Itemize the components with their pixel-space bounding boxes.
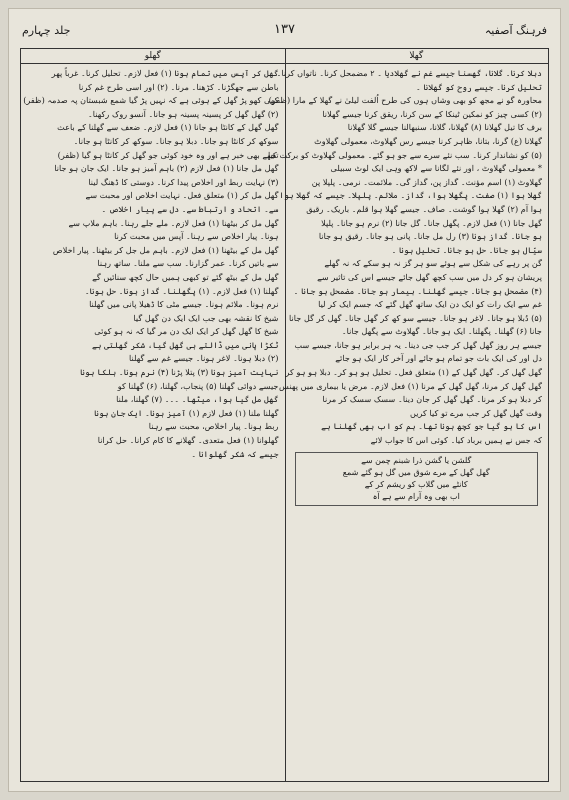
verse-line: اب بھی وہ آرام سے ہے آہ — [372, 491, 460, 501]
verse-box — [295, 452, 539, 506]
left-column-heading: گھلو — [21, 49, 285, 64]
text-line: غم سے ایک رات کو ایک دن ایک ساتھ گھل گئے کہ جسم ایک کر لیا — [318, 299, 542, 310]
text-line: گھلنا (۱) فعل لازم۔ (۱) پگھلنا۔ گداز ہونا۔ حل ہونا۔ — [84, 285, 279, 296]
page-header — [22, 22, 547, 44]
text-line: گھل گھل کر۔ گھل گھل کے (۱) متعلق فعل۔ تحلیل ہو ہو کر۔ دبلا ہو ہو کر — [285, 367, 542, 378]
text-line: ہو جانا۔ گداز ہونا (۳) رل مل جانا۔ پانی ہو جانا۔ رقیق ہو جانا — [318, 231, 542, 242]
text-line: گھل مل کر (۱) متعلق فعل۔ نہایت اخلاص اور محبت سے — [85, 190, 279, 201]
text-line: باطن سے جھگڑنا۔ کڑھنا۔ مرنا۔ (۲) اور اسی طرح غم کرنا — [78, 81, 279, 92]
text-line: جیسے ہر روز گھل گھل کر جب جی دینا۔ یہ ہر برابر ہو جانا، جیسے سب — [294, 339, 542, 350]
text-line: دل اور کی ایک بات جو تمام ہو جائے اور آخر کار ایک ہو جائے — [335, 353, 542, 364]
text-line: کہ جس نے ہمیں برباد کیا۔ کوئی اس کا جواب لائے — [370, 435, 542, 446]
text-line: (۵) دُبلا ہو جانا۔ لاغر ہو جانا۔ جیسے سو کھ کر گھل جانا۔ گھل کر گل جانا — [289, 312, 542, 323]
text-line: گھلاوٹ (۱) اسم مؤنث۔ گداز پن، گداز گی۔ ملائمت۔ نرمی۔ پلپلا پن — [311, 176, 542, 187]
text-line: ٹکڑا پانی میں ڈالتے ہی گھل گیا، شکر گھلتی ہے — [91, 339, 279, 350]
text-line: سیّال ہو جانا۔ حل ہو جانا۔ تحلیل ہونا ۔ — [391, 244, 542, 255]
text-line: گھلوانا (۱) فعل متعدی۔ گھلانے کا کام کرانا۔ حل کرانا — [97, 435, 279, 446]
text-line: (۲) کسی چیز کو نمکین ٹینکا کے سن کرنا، ریقق کرنا جیسے گھلانا — [322, 108, 542, 119]
text-line: سے باتیں کرنا۔ عمر گزارنا۔ سب سے ملنا۔ ساتھ رہنا — [97, 258, 279, 269]
verse-line: کانٹے میں گلاب کو ریشم کر کے — [364, 479, 468, 489]
book-title: فرہنگ آصفیہ — [484, 24, 547, 37]
text-line: نہایت آمیز ہونا (۳) پتلا پڑنا (۴) نرم ہونا۔ ہلکا ہونا — [80, 367, 279, 378]
text-line: شیخ کا نقشہ بھی جب ایک ایک دن گھل گیا — [133, 312, 279, 323]
text-line: گھل مل کر بیٹھنا (۱) فعل لازم۔ ملے جلے رہنا۔ باہم ملاپ سے — [68, 217, 279, 228]
text-line: نرم ہونا۔ ملائم ہونا۔ جیسے مٹی کا ڈھیلا پانی میں گھلنا — [89, 299, 279, 310]
left-column — [21, 65, 285, 777]
text-line: اس کا ہو گیا جو کچھ ہونا تھا۔ ہم کو اب بھی گھلنا ہے — [321, 421, 542, 432]
text-line: دبلا کرنا۔ گلانا، گھسنا جیسے غم نے گھلادیا ۔ ۲ مضمحل کرنا۔ ناتواں کرنا۔ — [276, 68, 542, 78]
text-line: (۲) گھل گھل کر پسینہ پسینہ ہو جانا۔ آنسو روک رکھنا۔ — [88, 108, 279, 119]
text-line: گھل جانا (۱) فعل لازم۔ پگھل جانا۔ گل جانا (۲) نرم ہو جانا۔ پلپلا — [321, 217, 542, 228]
text-line: گھل مل کے بیٹھ گئے تو کبھی ہمیں حال کچھ سنائیں گے — [92, 271, 279, 282]
text-line: سوکھ کر کانٹا ہو جانا۔ دبلا ہو جانا۔ سوکھ کر کانٹا ہو جانا۔ — [73, 135, 279, 146]
text-line: پریشان ہو کر دل میں سب کچھ گھل جائے جیسے اس کی تاثیر سے — [317, 271, 542, 282]
text-line: گھل مل جانا (۱) فعل لازم (۲) باہم آمیز ہو جانا۔ ایک جان ہو جانا — [54, 163, 279, 174]
text-line: کھی کھو پڑ گھل کے ہوئی ہے کہ نہیں پڑ گیا شمع شبستان پہ صدمہ (ظفر) — [23, 95, 279, 106]
text-frame — [20, 48, 549, 782]
text-line: تجھے بھی خبر ہے اور وہ خود کوئی جو گھل کر کانٹا ہو گیا (ظفر) — [57, 149, 279, 160]
text-line: (۳) نہایت ربط اور اخلاص پیدا کرنا۔ دوستی کا ڈھنگ لینا — [88, 176, 279, 187]
text-line: گھل مل گیا ہوا، میٹھا۔ ۔۔۔ (۷) گھلنا، ملنا — [116, 394, 279, 405]
right-column — [263, 65, 549, 777]
verse-line: گھل گھل کے مرے شوق میں گل ہو گئے شمع — [342, 467, 490, 477]
text-line: شیخ کا گھل گھل کر ایک ایک دن مر گیا کہ نہ ہو کوئی — [94, 326, 279, 337]
right-column-heading: گھلا — [285, 49, 549, 64]
text-line: گھلنا ملنا (۱) فعل لازم (۱) آمیز ہونا۔ ایک جان ہونا — [94, 407, 279, 418]
verse-line: گلشن یا گشن ذرا شبنم چمن سے — [361, 455, 472, 465]
text-line: تحلیل کرنا۔ جیسے روح کو گھلانا ۔ — [416, 81, 542, 92]
text-line: کر دبلا ہو کر مرنا۔ گھل گھل کر جان دینا۔ سسک سسک کر مرنا — [322, 394, 542, 405]
text-line: (۴) مضمحل ہو جانا۔ جیسے گھلنا۔ بیمار ہو جانا۔ مضمحل ہو جانا ۔ — [293, 285, 542, 296]
text-line: برف کا تیل گھلانا (۸) گھلانا، گلانا، سنبھالنا جیسے گلا گھلانا — [347, 122, 542, 133]
text-line: گھل گھل کر مرنا، گھل گھل کے مرنا (۱) فعل لازم۔ مرض یا بیماری میں پھنس — [279, 380, 542, 391]
text-line: ہونا۔ پیار اخلاص سے رہنا۔ آپس میں محبت کرنا — [114, 231, 279, 242]
text-line: گن پر رہے کی شکل سے ہوئے سو ہر گز نہ ہو سکے کہ نہ گھلے — [324, 258, 542, 269]
text-line: جانا (۶) گھلنا۔ پگھلنا۔ ایک ہو جانا۔ گھلاوٹ سے پگھل جانا۔ — [341, 326, 542, 337]
text-line: سے۔ اتحاد و ارتباط سے۔ دل سے پیار اخلاص ۔ — [101, 203, 279, 214]
text-line: ربط ہونا۔ پیار اخلاص، محبت سے رہنا — [148, 421, 279, 432]
text-line: گھل کر آپس میں تمام ہونا (۱) فعل لازم۔ تحلیل کرنا۔ غرباً پھر — [51, 68, 279, 78]
text-line: جیسے دوائی گھلنا (۵) پنجاب، گھلنا، (۶) گھلنا کو — [117, 380, 279, 391]
text-line: (۵) کو نشاندار کرنا۔ سب نئے سرے سے جو ہو گئے۔ معمولی گھلاوٹ کو برکت کیا۔ — [263, 149, 542, 160]
text-line: * معمولی گھلاوٹ ، اور نئے لگانا سے لاکھ وہی ایک لوٹ سبیلی — [330, 163, 542, 174]
dictionary-page — [8, 8, 561, 792]
text-line: گھل مل کے بیٹھنا (۱) فعل لازم۔ باہم مل جل کر بیٹھنا۔ پیار اخلاص — [52, 244, 279, 255]
text-line: جیسے کہ شکر گھلوانا ۔ — [191, 448, 279, 459]
text-line: ہوا آم (۲) گھلا ہوا گوشت۔ صاف۔ جیسے گھلا ہوا قلم۔ باریک۔ رقیق — [306, 203, 542, 214]
text-line: گھلا ہوا (۱) صفت۔ پگھلا ہوا، گداز۔ ملائم۔ پلپلا۔ جیسے کہ گھلا ہوا — [279, 190, 542, 201]
volume-label: جلد چہارم — [22, 24, 71, 37]
text-line: وقت گھل گھل کر جب مرے تو کیا کریں — [410, 407, 542, 418]
page-number: ۱۳۷ — [274, 22, 295, 37]
text-line: گھل گھل کے کانٹا ہو جانا (۱) فعل لازم۔ ضعف سے گھلنا کے باعث — [57, 122, 279, 133]
text-line: گھلانا (ع) گرنا، بتانا، ظاہر کرنا جیسے رس گھلاوٹ، معمولی گھلاوٹ — [314, 135, 542, 146]
text-line: محاورہ گو نے مجھ کو بھی وشاں ہوں کی طرح اُلفت لیلیٰ نے گھلا کے مارا (ظفر) — [268, 95, 542, 106]
text-line: (۲) دبلا ہونا۔ لاغر ہونا۔ جیسے غم سے گھلنا — [129, 353, 279, 364]
